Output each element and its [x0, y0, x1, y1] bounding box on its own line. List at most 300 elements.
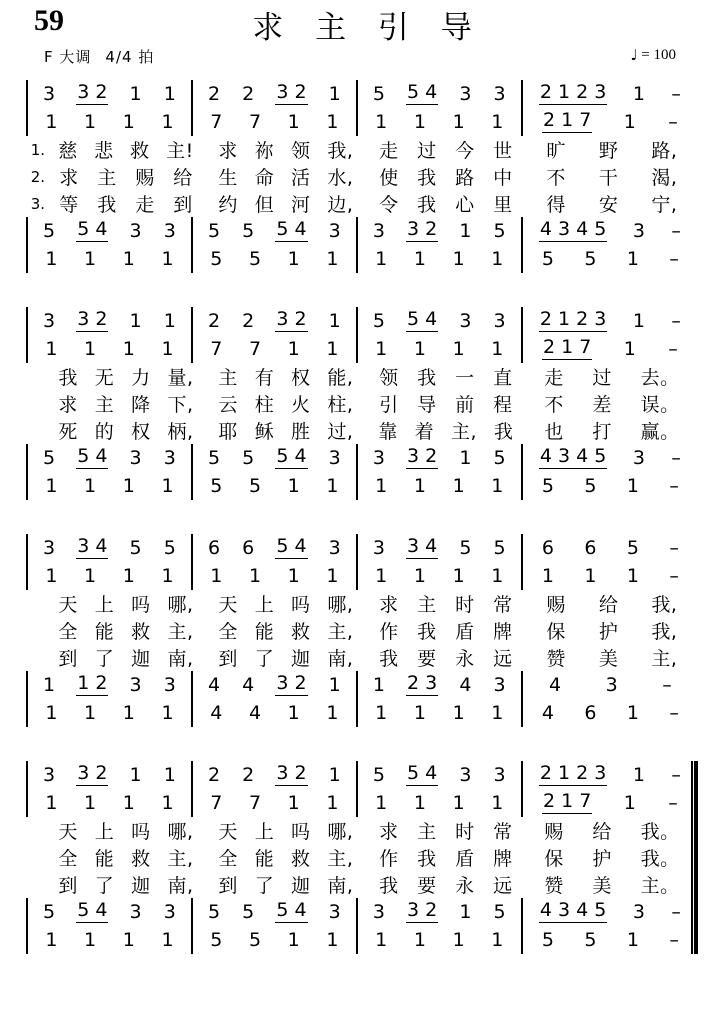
- measure: [28, 701, 191, 724]
- measure: [193, 674, 356, 696]
- note-cell: 7: [248, 791, 262, 814]
- time-signature: 4/4 拍: [105, 48, 155, 66]
- lyric-word: 力: [131, 367, 151, 389]
- note-cell: 4 3 4 5: [539, 899, 607, 921]
- lyric-word: 等: [59, 194, 79, 216]
- lyric-word: 护: [592, 848, 612, 870]
- lyric-measure: [366, 163, 526, 190]
- note-cell: 3 2: [276, 81, 307, 103]
- lyric-measure: [366, 617, 526, 644]
- note-cell: 2: [207, 763, 221, 786]
- note-cell: 1: [491, 701, 504, 724]
- lyric-word: 导: [417, 394, 437, 416]
- lyric-word: 我: [417, 621, 437, 643]
- lyric-word: 南,: [327, 875, 354, 897]
- note-cell: 5: [129, 536, 142, 559]
- lyric-measure: [206, 190, 366, 217]
- lyric-word: 常: [493, 821, 513, 843]
- lyric-word: 水,: [327, 167, 354, 189]
- note-cell: 3: [129, 900, 142, 923]
- lyric-line: [26, 617, 698, 644]
- lyric-measure: [526, 163, 698, 190]
- lyric-measure: [206, 363, 366, 390]
- measure: [28, 764, 191, 786]
- lyric-word: 无: [94, 367, 115, 389]
- lyric-word: 迦: [291, 875, 311, 897]
- note-cell: 1: [45, 701, 58, 724]
- note-cell: 3: [328, 536, 341, 559]
- lyric-word: 命: [254, 167, 275, 189]
- note-cell: 1: [84, 791, 97, 814]
- page-header: [26, 0, 698, 46]
- note-cell: 1: [287, 110, 300, 133]
- measure: [28, 564, 191, 587]
- note-cell: 1: [163, 763, 176, 786]
- harmony-staff-row: [26, 245, 698, 273]
- lyric-word: 我: [58, 367, 78, 389]
- lyric-word: 美: [598, 648, 619, 670]
- note-cell: 1: [452, 928, 465, 951]
- lyric-measure: [526, 136, 698, 163]
- note-cell: 5: [459, 536, 472, 559]
- note-cell: 3: [493, 309, 506, 332]
- lyric-word: 赢。: [640, 421, 680, 443]
- lyric-word: 直: [493, 367, 513, 389]
- harmony-staff-row: [26, 926, 698, 954]
- measure: [28, 310, 191, 332]
- note-cell: –: [662, 673, 672, 696]
- note-cell: 1: [84, 247, 97, 270]
- note-cell: 1: [326, 928, 339, 951]
- note-cell: 1: [459, 219, 472, 242]
- lyric-measure: [366, 417, 526, 444]
- harmony-staff-row: [26, 789, 698, 817]
- key-signature: F 大调: [44, 48, 92, 66]
- note-cell: 1: [626, 474, 639, 497]
- note-cell: 3: [43, 536, 56, 559]
- note-cell: 3: [129, 446, 142, 469]
- measure: [358, 901, 521, 923]
- measure: [193, 564, 356, 587]
- note-cell: 1: [287, 928, 300, 951]
- measure: [358, 701, 521, 724]
- lyric-word: 我: [379, 875, 399, 897]
- verse-number: 1.: [30, 140, 45, 159]
- lyric-word: 领: [291, 140, 311, 162]
- note-cell: 1: [459, 446, 472, 469]
- note-cell: 1: [375, 928, 388, 951]
- lyric-word: 权: [291, 367, 311, 389]
- measure: [28, 447, 191, 469]
- note-cell: 2 1 2 3: [539, 308, 607, 330]
- note-cell: 6: [584, 536, 597, 559]
- note-cell: 5: [207, 219, 221, 242]
- note-cell: 2 1 7: [542, 790, 592, 812]
- note-cell: 1: [45, 564, 58, 587]
- lyric-word: 权: [131, 421, 151, 443]
- note-cell: –: [671, 82, 681, 105]
- note-cell: 1: [326, 337, 339, 360]
- lyric-cells: [46, 363, 698, 390]
- note-cell: 1: [287, 474, 300, 497]
- lyric-word: 主,: [167, 848, 194, 870]
- lyric-cells: [46, 136, 698, 163]
- note-cell: 1: [632, 763, 645, 786]
- measure: [193, 337, 356, 360]
- note-cell: 1: [122, 337, 135, 360]
- lyric-word: 约: [218, 194, 238, 216]
- lyric-measure: [526, 590, 698, 617]
- measure: [523, 928, 698, 951]
- lyric-word: 得: [546, 194, 566, 216]
- lyric-word: 祢: [254, 140, 275, 162]
- lyric-word: 野: [598, 140, 619, 162]
- verse-number: 2.: [30, 167, 45, 186]
- note-cell: –: [669, 474, 679, 497]
- note-cell: 5: [493, 446, 506, 469]
- lyric-word: 世: [493, 140, 513, 162]
- lyric-word: 吗: [131, 821, 151, 843]
- lyric-word: 主: [97, 167, 117, 189]
- lyric-word: 赐: [546, 594, 566, 616]
- lyric-word: 时: [455, 821, 475, 843]
- lyric-measure: [366, 190, 526, 217]
- measure: [358, 220, 521, 242]
- lyric-word: 程: [493, 394, 513, 416]
- lyric-word: 柄,: [167, 421, 194, 443]
- measure: [28, 110, 191, 133]
- lyric-word: 牌: [493, 621, 513, 643]
- lyric-word: 迦: [291, 648, 311, 670]
- note-cell: 1: [584, 564, 597, 587]
- measure: [523, 83, 698, 105]
- note-cell: 5 4: [77, 899, 108, 921]
- note-cell: 3: [163, 219, 176, 242]
- lyric-word: 我: [417, 848, 437, 870]
- note-cell: 3: [493, 763, 506, 786]
- lyric-word: 能,: [327, 367, 354, 389]
- harmony-staff-row: [26, 562, 698, 590]
- lyric-measure: [46, 871, 206, 898]
- lyric-word: 路,: [651, 140, 678, 162]
- note-cell: 3: [163, 673, 176, 696]
- lyric-word: 远: [493, 648, 513, 670]
- lyric-word: 我,: [327, 140, 354, 162]
- note-cell: 5: [210, 247, 223, 270]
- note-cell: 3 2: [407, 899, 438, 921]
- lyric-word: 盾: [455, 621, 475, 643]
- note-cell: 5: [248, 247, 262, 270]
- lyric-word: 全: [58, 848, 78, 870]
- measure: [28, 337, 191, 360]
- lyric-measure: [206, 844, 366, 871]
- note-cell: 5: [541, 928, 554, 951]
- lyric-line: [26, 363, 698, 390]
- lyric-word: 哪,: [167, 821, 194, 843]
- lyric-word: 使: [379, 167, 399, 189]
- lyric-word: 过: [592, 367, 612, 389]
- lyric-word: 保: [544, 848, 564, 870]
- note-cell: 1: [491, 791, 504, 814]
- lyric-word: 但: [254, 194, 275, 216]
- lyric-word: 远: [493, 875, 513, 897]
- lyric-word: 主,: [327, 848, 354, 870]
- note-cell: 1: [45, 247, 58, 270]
- lyric-word: 令: [379, 194, 399, 216]
- lyric-word: 上: [254, 821, 275, 843]
- measure: [358, 928, 521, 951]
- note-cell: 4: [210, 701, 223, 724]
- lyric-word: 打: [592, 421, 612, 443]
- lyric-word: 吗: [131, 594, 151, 616]
- note-cell: 7: [210, 791, 223, 814]
- lyric-word: 边,: [327, 194, 354, 216]
- lyric-word: 生: [218, 167, 238, 189]
- lyric-measure: [366, 136, 526, 163]
- lyric-word: 全: [218, 621, 238, 643]
- measure: [28, 247, 191, 270]
- note-cell: 5: [210, 474, 223, 497]
- note-cell: 6: [242, 536, 255, 559]
- note-cell: 1: [129, 763, 142, 786]
- lyric-measure: [46, 590, 206, 617]
- lyric-word: 天: [218, 594, 238, 616]
- note-cell: –: [669, 564, 679, 587]
- lyric-word: 求: [59, 167, 79, 189]
- lyric-word: 作: [379, 621, 399, 643]
- note-cell: 5: [242, 446, 255, 469]
- lyric-measure: [206, 590, 366, 617]
- note-cell: 5: [372, 309, 385, 332]
- lyric-word: 求: [58, 394, 78, 416]
- lyric-word: 求: [379, 594, 399, 616]
- note-cell: 5: [584, 247, 597, 270]
- lyric-measure: [46, 417, 206, 444]
- note-cell: 1: [623, 110, 636, 133]
- lyric-word: 给: [592, 821, 612, 843]
- lyric-word: 旷: [546, 140, 566, 162]
- note-cell: 1: [626, 928, 639, 951]
- note-cell: 2: [242, 82, 255, 105]
- lyric-word: 牌: [493, 848, 513, 870]
- note-cell: 4: [248, 701, 262, 724]
- lyric-measure: [526, 190, 698, 217]
- measure: [358, 791, 521, 814]
- lyric-word: 不: [546, 167, 566, 189]
- note-cell: 1: [491, 474, 504, 497]
- note-cell: 1: [491, 564, 504, 587]
- lyric-word: 救: [291, 848, 311, 870]
- lyric-word: 天: [58, 594, 78, 616]
- note-cell: 1: [45, 791, 58, 814]
- lyric-word: 吗: [291, 594, 311, 616]
- note-cell: –: [671, 900, 681, 923]
- lyric-word: 悲: [94, 140, 114, 162]
- note-cell: 4: [459, 673, 472, 696]
- note-cell: 3: [459, 763, 472, 786]
- note-cell: 1: [161, 564, 174, 587]
- note-cell: 3 2: [407, 218, 438, 240]
- lyric-word: 走: [379, 140, 399, 162]
- note-cell: 5: [626, 536, 639, 559]
- harmony-staff-row: [26, 335, 698, 363]
- measure: [523, 701, 698, 724]
- lyric-word: 常: [493, 594, 513, 616]
- lyric-measure: [46, 190, 206, 217]
- note-cell: 3: [328, 219, 341, 242]
- lyric-measure: [206, 390, 366, 417]
- note-cell: 1: [84, 928, 97, 951]
- note-cell: 7: [210, 110, 223, 133]
- lyric-cells: [46, 590, 698, 617]
- note-cell: 1: [326, 701, 339, 724]
- note-cell: 3: [372, 536, 385, 559]
- measure: [193, 83, 356, 105]
- lyric-word: 柱: [254, 394, 275, 416]
- note-cell: 5: [493, 219, 506, 242]
- lyric-cells: [46, 190, 698, 217]
- note-cell: 1: [122, 928, 135, 951]
- note-cell: 3: [43, 763, 56, 786]
- measure: [28, 674, 191, 696]
- note-cell: 3: [493, 82, 506, 105]
- harmony-staff-row: [26, 472, 698, 500]
- lyric-word: 里: [493, 194, 513, 216]
- lyric-word: 主,: [451, 421, 478, 443]
- note-cell: –: [668, 791, 678, 814]
- lyric-word: 了: [94, 875, 115, 897]
- page-title: 求 主 引 导: [252, 10, 483, 46]
- note-cell: 5 4: [276, 899, 307, 921]
- note-cell: 1: [84, 701, 97, 724]
- measure: [358, 674, 521, 696]
- note-cell: 4: [541, 701, 554, 724]
- lyric-word: 河: [291, 194, 311, 216]
- note-cell: 3: [632, 900, 645, 923]
- lyric-word: 了: [94, 648, 115, 670]
- measure: [523, 474, 698, 497]
- note-cell: –: [669, 536, 679, 559]
- note-cell: 1: [375, 110, 388, 133]
- measure: [358, 537, 521, 559]
- note-cell: 3 2: [276, 672, 307, 694]
- lyric-measure: [526, 817, 698, 844]
- lyric-word: 我。: [640, 848, 680, 870]
- note-cell: 7: [210, 337, 223, 360]
- lyric-line: [26, 817, 698, 844]
- note-cell: 1: [326, 791, 339, 814]
- note-cell: 3 2: [77, 308, 108, 330]
- note-cell: 1: [623, 337, 636, 360]
- note-cell: 3: [372, 900, 385, 923]
- measure: [193, 928, 356, 951]
- lyric-word: 赞: [546, 648, 566, 670]
- harmony-staff-row: [26, 699, 698, 727]
- measure: [193, 764, 356, 786]
- note-cell: 7: [248, 337, 262, 360]
- note-cell: 1: [45, 928, 58, 951]
- measure: [28, 537, 191, 559]
- lyric-word: 天: [218, 821, 238, 843]
- lyric-word: 的: [94, 421, 115, 443]
- lyric-word: 我。: [640, 821, 680, 843]
- tempo-marking: [630, 46, 676, 64]
- lyric-word: 美: [592, 875, 612, 897]
- note-cell: 1: [122, 247, 135, 270]
- lyric-word: 中: [493, 167, 513, 189]
- note-cell: 1: [84, 110, 97, 133]
- note-cell: 1: [129, 82, 142, 105]
- note-cell: 1: [491, 928, 504, 951]
- note-cell: 1: [375, 474, 388, 497]
- measure: [28, 901, 191, 923]
- lyric-word: 我: [417, 167, 437, 189]
- lyric-word: 作: [379, 848, 399, 870]
- note-cell: 1: [287, 701, 300, 724]
- lyric-word: 能: [94, 848, 115, 870]
- lyric-word: 胜: [291, 421, 311, 443]
- lyric-word: 去。: [640, 367, 680, 389]
- lyric-line: [26, 417, 698, 444]
- lyric-measure: [46, 363, 206, 390]
- note-cell: 1: [623, 791, 636, 814]
- measure: [523, 447, 698, 469]
- note-cell: 1: [122, 110, 135, 133]
- music-system: [26, 761, 698, 954]
- note-cell: 5: [242, 219, 255, 242]
- lyric-word: 救: [130, 140, 150, 162]
- note-cell: 1: [161, 110, 174, 133]
- lyric-word: 哪,: [327, 821, 354, 843]
- note-cell: 1: [375, 791, 388, 814]
- note-cell: –: [671, 446, 681, 469]
- lyric-word: 量,: [167, 367, 194, 389]
- note-cell: 5: [372, 763, 385, 786]
- note-cell: 5: [207, 900, 221, 923]
- lyric-cells: [46, 644, 698, 671]
- note-cell: 1: [287, 247, 300, 270]
- lyric-measure: [206, 644, 366, 671]
- lyric-word: 上: [94, 821, 115, 843]
- note-cell: 1: [452, 474, 465, 497]
- note-cell: 5: [43, 219, 56, 242]
- lyric-measure: [366, 844, 526, 871]
- measure: [358, 447, 521, 469]
- measure: [193, 220, 356, 242]
- note-cell: 3 2: [407, 445, 438, 467]
- note-cell: 1: [328, 309, 341, 332]
- melody-staff-row: [26, 80, 698, 108]
- note-cell: 1: [84, 337, 97, 360]
- lyric-word: 迦: [131, 648, 151, 670]
- lyric-word: 也: [544, 421, 564, 443]
- lyric-word: 吗: [291, 821, 311, 843]
- lyric-word: 耶: [218, 421, 238, 443]
- note-cell: 3: [328, 446, 341, 469]
- lyric-measure: [366, 871, 526, 898]
- lyric-word: 永: [455, 648, 475, 670]
- lyric-word: 我: [379, 648, 399, 670]
- final-double-barline: [691, 761, 698, 954]
- note-cell: 1: [452, 564, 465, 587]
- measure: [28, 791, 191, 814]
- note-cell: 5 4: [276, 218, 307, 240]
- note-cell: 1: [161, 474, 174, 497]
- measure: [28, 83, 191, 105]
- melody-staff-row: [26, 217, 698, 245]
- melody-staff-row: [26, 444, 698, 472]
- measure: [358, 474, 521, 497]
